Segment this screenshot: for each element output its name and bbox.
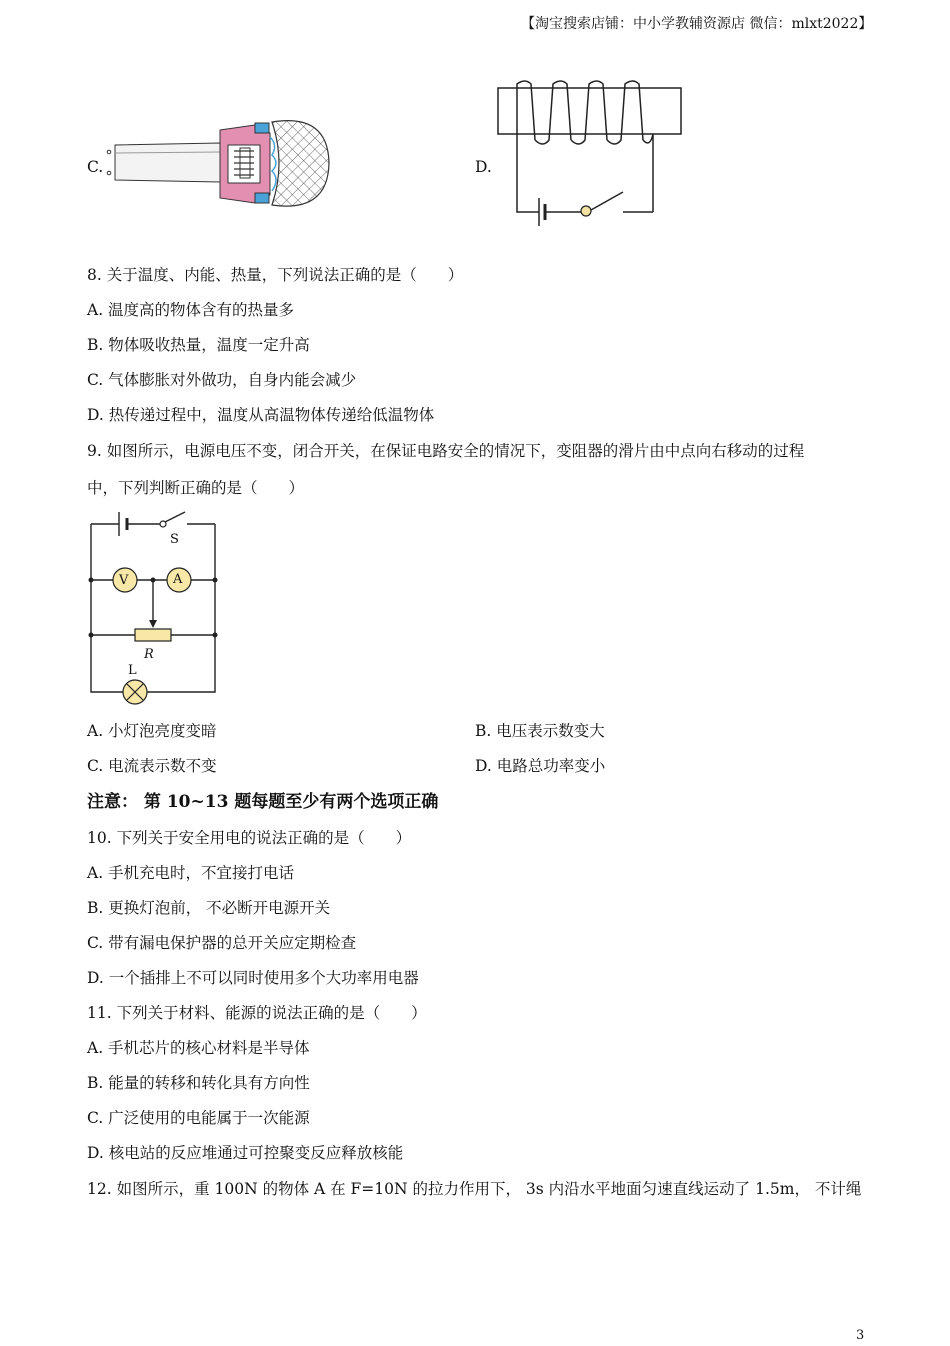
q10-option-b: B. 更换灯泡前， 不必断开电源开关 [87,899,331,917]
q9-option-c: C. 电流表示数不变 [87,757,217,775]
page-header: 【淘宝搜索店铺：中小学教辅资源店 微信：mlxt2022】 [521,16,873,32]
page-number: 3 [856,1328,865,1343]
lamp-label: L [128,663,137,678]
rheostat-label: R [144,647,154,662]
q9-stem-line1: 9. 如图所示，电源电压不变，闭合开关，在保证电路安全的情况下，变阻器的滑片由中点向右移动的过程 [87,442,805,460]
q9-option-d: D. 电路总功率变小 [475,757,606,775]
q8-option-b: B. 物体吸收热量，温度一定升高 [87,336,310,354]
solenoid-figure [495,78,690,238]
q9-option-b: B. 电压表示数变大 [475,722,605,740]
q8-option-c: C. 气体膨胀对外做功，自身内能会减少 [87,371,357,389]
q11-option-c: C. 广泛使用的电能属于一次能源 [87,1109,310,1127]
q9-stem-line2: 中，下列判断正确的是（ ） [87,479,305,497]
q11-option-d: D. 核电站的反应堆通过可控聚变反应释放核能 [87,1144,404,1162]
figure-c-label: C. [87,158,104,176]
q10-option-a: A. 手机充电时，不宜接打电话 [87,864,295,882]
q10-option-c: C. 带有漏电保护器的总开关应定期检查 [87,934,357,952]
q8-option-a: A. 温度高的物体含有的热量多 [87,301,295,319]
q11-option-b: B. 能量的转移和转化具有方向性 [87,1074,310,1092]
q8-stem: 8. 关于温度、内能、热量，下列说法正确的是（ ） [87,266,464,284]
q12-stem: 12. 如图所示，重 100N 的物体 A 在 F=10N 的拉力作用下， 3s 内沿水平地面匀速直线运动了 1.5m， 不计绳 [87,1180,862,1198]
voltmeter-label: V [119,573,129,588]
q9-circuit-diagram [85,508,225,708]
q9-option-a: A. 小灯泡亮度变暗 [87,722,217,740]
q11-stem: 11. 下列关于材料、能源的说法正确的是（ ） [87,1004,427,1022]
ammeter-label: A [173,572,183,587]
microphone-figure [100,115,335,215]
q10-option-d: D. 一个插排上不可以同时使用多个大功率用电器 [87,969,419,987]
q8-option-d: D. 热传递过程中，温度从高温物体传递给低温物体 [87,406,435,424]
multi-answer-note: 注意： 第 10~13 题每题至少有两个选项正确 [87,792,439,812]
q11-option-a: A. 手机芯片的核心材料是半导体 [87,1039,310,1057]
q10-stem: 10. 下列关于安全用电的说法正确的是（ ） [87,829,412,847]
figure-d-label: D. [475,158,492,176]
circuit-switch-label: S [170,532,179,547]
